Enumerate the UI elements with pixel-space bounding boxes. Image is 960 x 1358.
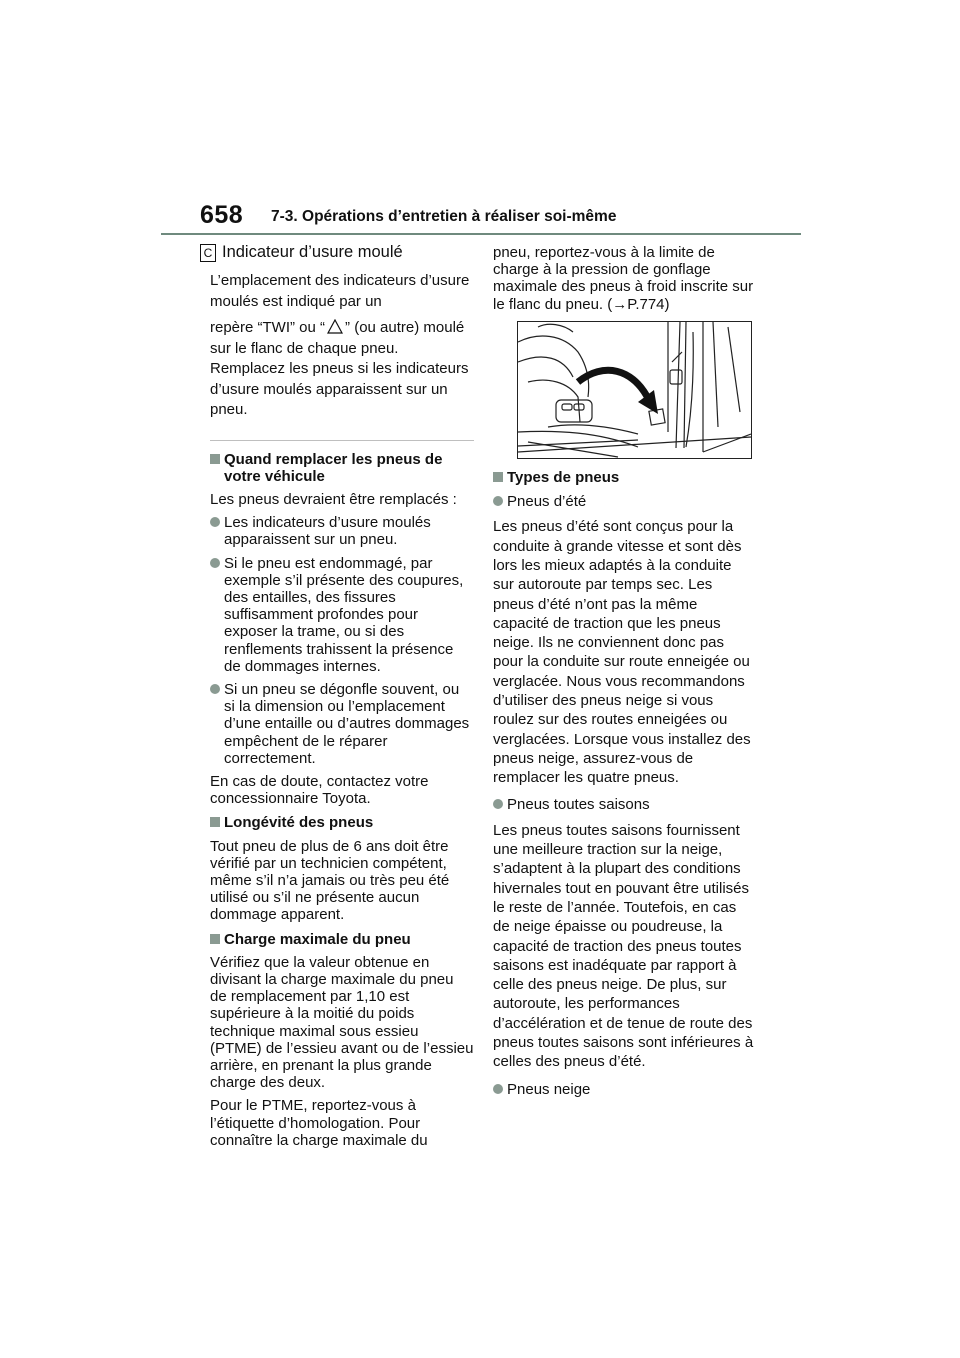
c-label-box: C	[200, 244, 216, 262]
c-heading	[200, 244, 474, 262]
summer-text: Les pneus d’été sont conçus pour la conduite à grande vitesse et sont dès lors les mieux adaptés à la conduite sur autoroute par temps sec. Les pneus d’été n’ont pas la même capacité de traction que les pneus neige. Ils ne conviennent donc pas pour la conduite sur route enneigée ou verglacée. Nous vous recommandons d’utiliser des pneus neige si vous roulez sur des routes enneigées ou verglacées. Lorsque vous installez des pneus neige, assurez-vous de remplacer les quatre pneus.	[493, 518, 751, 787]
allseason-text: Les pneus toutes saisons fournissent une meilleure traction sur la neige, s’adaptent à la plupart des conditions hivernales tout en pouvant être utilisés le reste de l’année. Toutefois, en cas de neige épaisse ou poudreuse, la capacité de traction des pneus toutes saisons est inadéquate par rapport à celle des pneus neige. De plus, sur autoroute, les performances d’accélération et de tenue de route des pneus toutes saisons sont inférieures à celles des pneus d’été.	[493, 821, 754, 1071]
load-text-2: Pour le PTME, reportez-vous à l’étiquette d’homologation. Pour connaître la charge maximale du	[210, 1097, 428, 1149]
snow-label: Pneus neige	[507, 1080, 591, 1098]
illustration-drawing	[518, 322, 751, 458]
door-pillar-label-illustration	[517, 321, 752, 459]
square-bullet-icon	[493, 472, 503, 482]
allseason-label: Pneus toutes saisons	[507, 796, 650, 814]
left-column	[203, 243, 474, 1155]
section-title: 7-3. Opérations d’entretien à réaliser soi-même	[271, 208, 617, 225]
circle-bullet-icon	[210, 684, 220, 694]
load-heading-text: Charge maximale du pneu	[224, 930, 411, 948]
circle-bullet-icon	[210, 517, 220, 527]
square-bullet-icon	[210, 934, 220, 944]
c-text-2	[210, 318, 474, 421]
bullet-item	[210, 514, 474, 548]
page-number: 658	[200, 201, 244, 229]
c-text-2a: repère “TWI” ou “	[210, 319, 326, 336]
summer-label: Pneus d’été	[507, 493, 587, 511]
allseason-item	[493, 795, 755, 814]
circle-bullet-icon	[493, 799, 503, 809]
circle-bullet-icon	[493, 1084, 503, 1094]
load-text-1: Vérifiez que la valeur obtenue en divisant la charge maximale du pneu de remplacement par 1,10 est supérieure à la moitié du poids technique maximal sous essieu (PTME) de l’essieu avant ou de l’essieu arrière, en prenant la plus grande charge des deux.	[210, 953, 474, 1092]
longevity-text: Tout pneu de plus de 6 ans doit être vérifié par un technicien compétent, même s’il n’a jamais ou très peu été utilisé ou s’il ne présente aucun dommage apparent.	[210, 837, 450, 924]
load-heading	[210, 931, 474, 948]
when-intro: Les pneus devraient être remplacés :	[210, 490, 457, 508]
summer-item	[493, 492, 755, 511]
continued-text: pneu, reportez-vous à la limite de charge à la pression de gonflage maximale des pneus à froid inscrite sur le flanc du pneu. (→P.774)	[493, 244, 754, 313]
header-rule	[161, 233, 801, 235]
snow-item	[493, 1080, 755, 1099]
right-column	[493, 244, 755, 1105]
bullet-text: Les indicateurs d’usure moulés apparaissent sur un pneu.	[224, 514, 431, 549]
c-text-2b: ” (ou autre) moulé sur le flanc de chaque pneu. Remplacez les pneus si les indicateurs d’usure moulés apparaissent sur un pneu.	[210, 319, 469, 418]
types-heading-text: Types de pneus	[507, 468, 620, 486]
when-heading-text: Quand remplacer les pneus de votre véhicule	[224, 450, 443, 485]
divider	[210, 440, 474, 441]
square-bullet-icon	[210, 454, 220, 464]
square-bullet-icon	[210, 817, 220, 827]
when-outro: En cas de doute, contactez votre concessionnaire Toyota.	[210, 772, 429, 808]
types-heading	[493, 469, 755, 486]
c-text-1: L’emplacement des indicateurs d’usure moulés est indiqué par un	[210, 272, 470, 310]
longevity-heading	[210, 814, 474, 831]
bullet-text: Si un pneu se dégonfle souvent, ou si la dimension ou l’emplacement d’une entaille ou d’autres dommages empêchent de le réparer correctement.	[224, 680, 470, 767]
triangle-icon	[327, 319, 343, 334]
circle-bullet-icon	[493, 496, 503, 506]
bullet-item	[210, 681, 474, 767]
when-heading	[210, 451, 474, 485]
circle-bullet-icon	[210, 558, 220, 568]
bullet-item	[210, 555, 474, 675]
c-title: Indicateur d’usure moulé	[222, 243, 403, 262]
bullet-text: Si le pneu est endommagé, par exemple s’il présente des coupures, des entailles, des fissures suffisamment profondes pour exposer la trame, ou si des renflements trahissent la présence de dommages internes.	[224, 554, 464, 675]
longevity-heading-text: Longévité des pneus	[224, 814, 374, 832]
